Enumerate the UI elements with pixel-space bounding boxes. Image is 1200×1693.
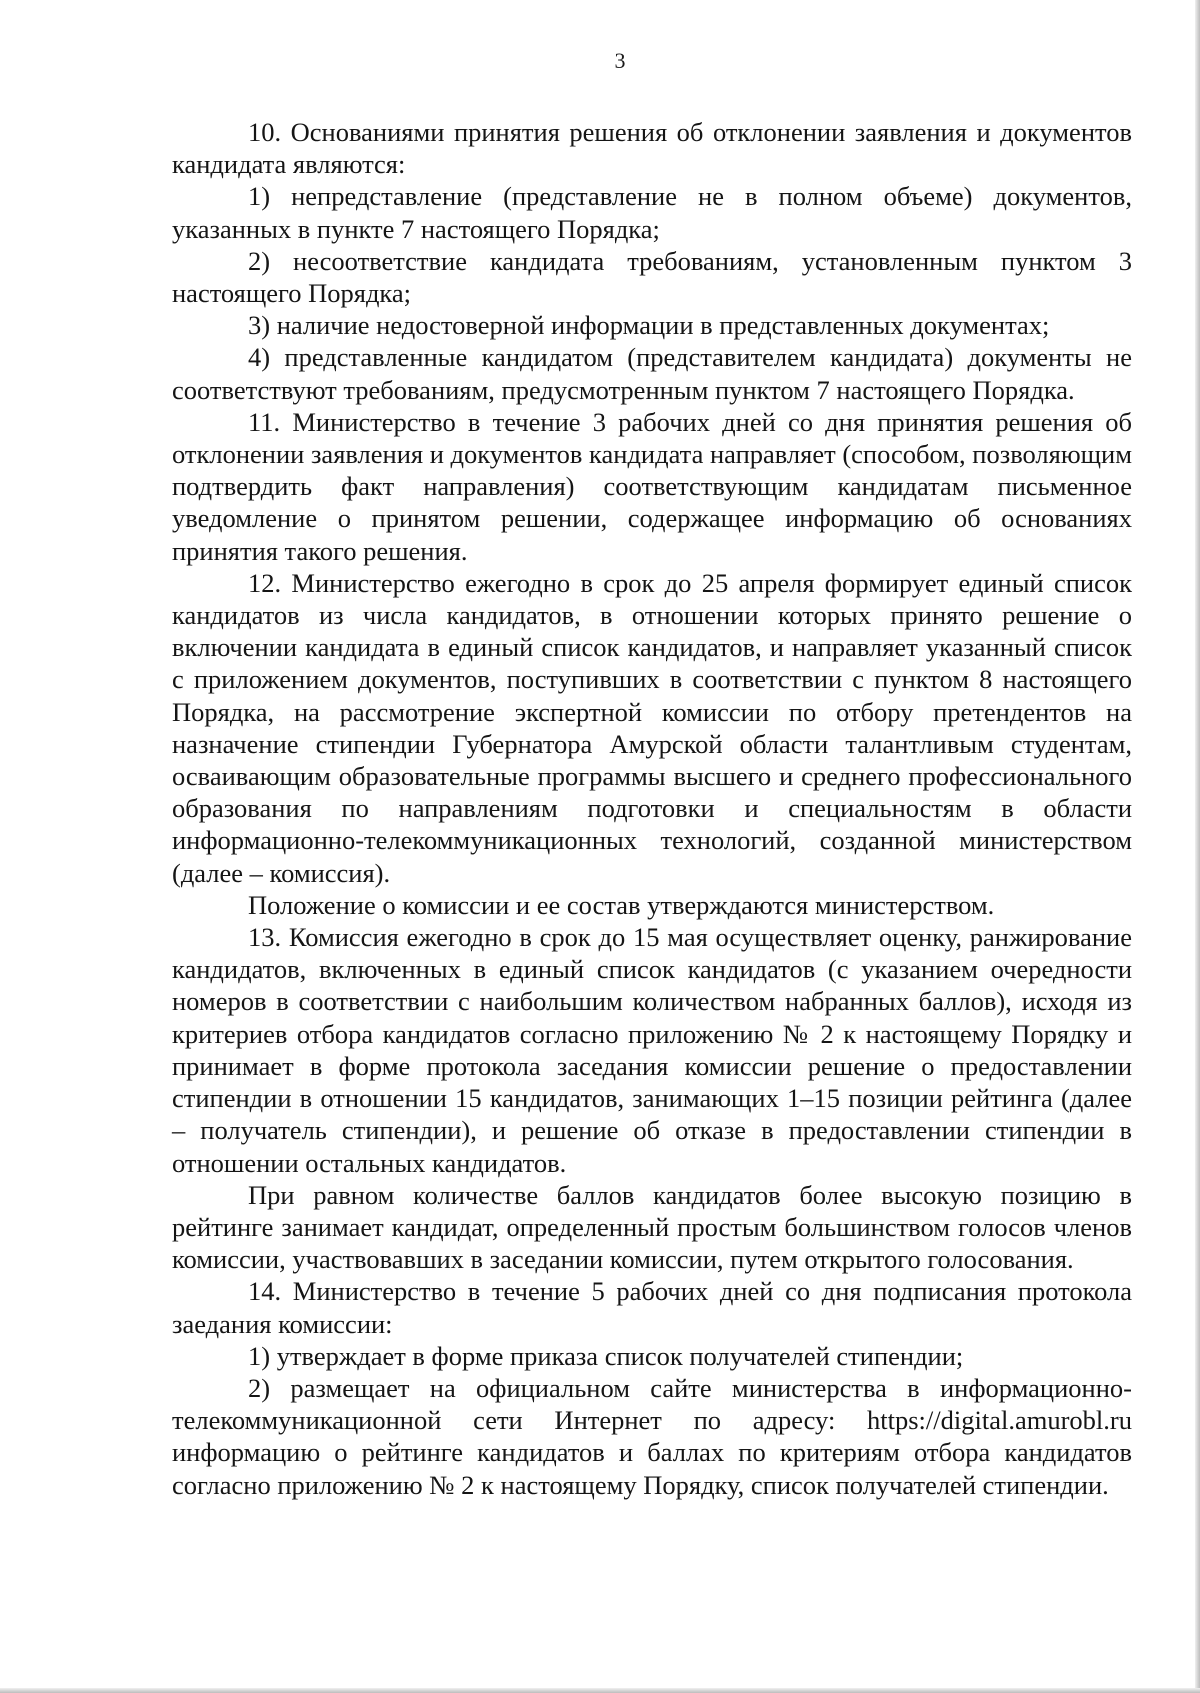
paragraph-12-commission: Положение о комиссии и ее состав утверждаются министерством. [248, 889, 995, 920]
page-number: 3 [614, 48, 626, 73]
page-edge-shadow-bottom [0, 1688, 1200, 1693]
document-body [172, 116, 1132, 1501]
paragraph-10: 10. Основаниями принятия решения об отклонении заявления и документов кандидата являются: [172, 117, 1132, 180]
paragraph-13: 13. Комиссия ежегодно в срок до 15 мая осуществляет оценку, ранжирование кандидатов, включенных в единый список кандидатов (с указанием очередности номеров в соответствии с наибольшим количеством набранных баллов), исходя из критериев отбора кандидатов согласно приложению № 2 к настоящему Порядку и принимает в форме протокола заседания комиссии решение о предоставлении стипендии в отношении 15 кандидатов, занимающих 1–15 позиции рейтинга (далее – получатель стипендии), и решение об отказе в предоставлении стипендии в отношении остальных кандидатов. [172, 922, 1132, 1178]
paragraph-14-item-2: 2) размещает на официальном сайте министерства в информационно-телекоммуникационной сети Интернет по адресу: https://digital.amurobl.ru информацию о рейтинге кандидатов и баллах по критериям отбора кандидатов согласно приложению № 2 к настоящему Порядку, список получателей стипендии. [172, 1372, 1132, 1500]
paragraph-11: 11. Министерство в течение 3 рабочих дней со дня принятия решения об отклонении заявления и документов кандидата направляет (способом, позволяющим подтвердить факт направления) соответствующим кандидатам письменное уведомление о принятом решении, содержащее информацию об основаниях принятия такого решения. [172, 406, 1132, 566]
paragraph-13-equal-score: При равном количестве баллов кандидатов более высокую позицию в рейтинге занимает кандидат, определенный простым большинством голосов членов комиссии, участвовавших в заседании комиссии, путем открытого голосования. [172, 1179, 1132, 1275]
paragraph-14-item-1: 1) утверждает в форме приказа список получателей стипендии; [248, 1340, 964, 1371]
paragraph-14: 14. Министерство в течение 5 рабочих дней со дня подписания протокола заедания комиссии: [172, 1276, 1132, 1339]
page-edge-shadow-right [1195, 0, 1200, 1693]
paragraph-10-item-1: 1) непредставление (представление не в полном объеме) документов, указанных в пункте 7 настоящего Порядка; [172, 181, 1132, 244]
paragraph-10-item-2: 2) несоответствие кандидата требованиям, установленным пунктом 3 настоящего Порядка; [172, 245, 1132, 309]
paragraph-10-item-4: 4) представленные кандидатом (представителем кандидата) документы не соответствуют требованиям, предусмотренным пунктом 7 настоящего Порядка. [172, 342, 1132, 405]
paragraph-10-item-3: 3) наличие недостоверной информации в представленных документах; [248, 310, 1050, 341]
paragraph-12: 12. Министерство ежегодно в срок до 25 апреля формирует единый список кандидатов из числа кандидатов, в отношении которых принято решение о включении кандидата в единый список кандидатов, и направляет указанный список с приложением документов, поступивших в соответствии с пунктом 8 настоящего Порядка, на рассмотрение экспертной комиссии по отбору претендентов на назначение стипендии Губернатора Амурской области талантливым студентам, осваивающим образовательные программы высшего и среднего профессионального образования по направлениям подготовки и специальностям в области информационно-телекоммуникационных технологий, созданной министерством (далее – комиссия). [172, 567, 1132, 888]
